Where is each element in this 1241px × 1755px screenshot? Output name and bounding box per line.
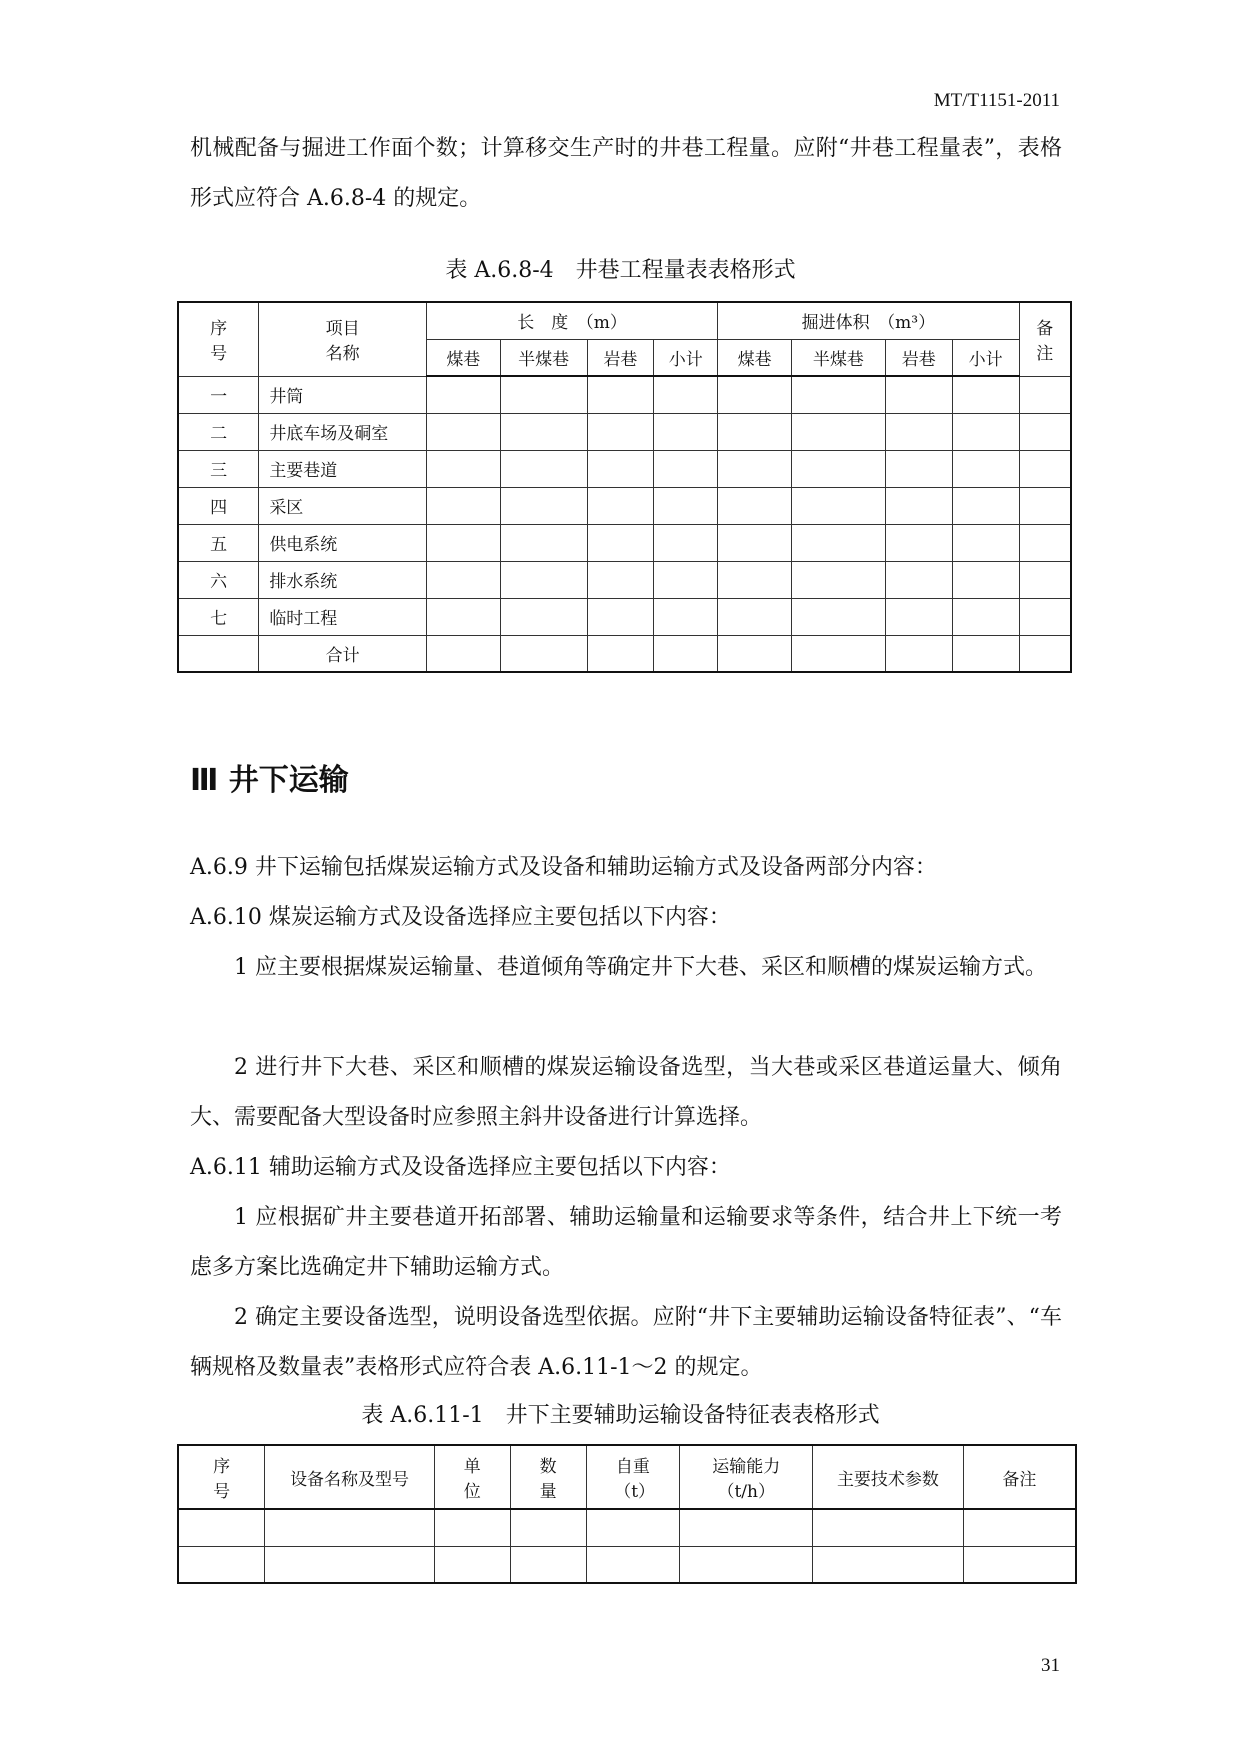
row-seq: 六 — [178, 561, 259, 598]
table-row — [178, 413, 1071, 450]
row-name: 排水系统 — [259, 561, 427, 598]
row-seq: 七 — [178, 598, 259, 635]
header-remark: 备注 — [1019, 302, 1071, 376]
row-name: 井底车场及硐室 — [259, 413, 427, 450]
paragraph: A.6.11 辅助运输方式及设备选择应主要包括以下内容： — [190, 1155, 731, 1180]
engineering-quantity-table — [177, 301, 1072, 673]
table2-caption: 表 A.6.11-1 井下主要辅助运输设备特征表表格形式 — [361, 1403, 880, 1428]
table-row — [178, 561, 1071, 598]
paragraph: 1 应主要根据煤炭运输量、巷道倾角等确定井下大巷、采区和顺槽的煤炭运输方式。 — [234, 955, 1047, 980]
header-length: 长 度 （m） — [426, 302, 717, 339]
subheader: 煤巷 — [718, 339, 792, 376]
header-weight: 自重（t） — [586, 1445, 680, 1509]
header-remark: 备注 — [963, 1445, 1076, 1509]
table-row — [178, 450, 1071, 487]
header-seq: 序号 — [178, 1445, 265, 1509]
standard-number: MT/T1151-2011 — [933, 90, 1060, 111]
header-tech-params: 主要技术参数 — [813, 1445, 964, 1509]
paragraph: 2 确定主要设备选型，说明设备选型依据。应附“井下主要辅助运输设备特征表”、“车辆规格及数量表”表格形式应符合表 A.6.11-1～2 的规定。 — [190, 1305, 1062, 1380]
subheader: 岩巷 — [885, 339, 952, 376]
row-name: 井筒 — [259, 376, 427, 413]
row-seq: 四 — [178, 487, 259, 524]
intro-paragraph: 机械配备与掘进工作面个数；计算移交生产时的井巷工程量。应附“井巷工程量表”，表格形式应符合 A.6.8-4 的规定。 — [190, 136, 1062, 211]
subheader: 岩巷 — [587, 339, 654, 376]
table1-caption: 表 A.6.8-4 井巷工程量表表格形式 — [445, 258, 796, 283]
total-row — [178, 635, 1071, 672]
page-number: 31 — [1041, 1655, 1060, 1676]
table-row — [178, 376, 1071, 413]
header-quantity: 数量 — [510, 1445, 586, 1509]
auxiliary-transport-equipment-table — [177, 1444, 1077, 1584]
header-seq: 序号 — [178, 302, 259, 376]
row-name: 临时工程 — [259, 598, 427, 635]
subheader: 半煤巷 — [500, 339, 587, 376]
header-unit: 单位 — [434, 1445, 510, 1509]
row-seq: 三 — [178, 450, 259, 487]
paragraph: A.6.9 井下运输包括煤炭运输方式及设备和辅助运输方式及设备两部分内容： — [190, 855, 937, 880]
subheader: 半煤巷 — [792, 339, 886, 376]
header-item: 项目名称 — [259, 302, 427, 376]
row-seq: 五 — [178, 524, 259, 561]
paragraph: 2 进行井下大巷、采区和顺槽的煤炭运输设备选型，当大巷或采区巷道运量大、倾角大、需要配备大型设备时应参照主斜井设备进行计算选择。 — [190, 1055, 1062, 1130]
subheader: 煤巷 — [426, 339, 500, 376]
row-seq: 一 — [178, 376, 259, 413]
row-name: 采区 — [259, 487, 427, 524]
section-heading: Ⅲ 井下运输 — [190, 763, 349, 798]
total-label: 合计 — [259, 635, 427, 672]
row-seq: 二 — [178, 413, 259, 450]
subheader: 小计 — [952, 339, 1019, 376]
subheader: 小计 — [654, 339, 718, 376]
table-row — [178, 524, 1071, 561]
header-equipment-name: 设备名称及型号 — [265, 1445, 435, 1509]
row-name: 主要巷道 — [259, 450, 427, 487]
table-row — [178, 1546, 1076, 1583]
paragraph: A.6.10 煤炭运输方式及设备选择应主要包括以下内容： — [190, 905, 731, 930]
row-name: 供电系统 — [259, 524, 427, 561]
header-capacity: 运输能力（t/h） — [680, 1445, 813, 1509]
table-row — [178, 1509, 1076, 1546]
table-row — [178, 598, 1071, 635]
paragraph: 1 应根据矿井主要巷道开拓部署、辅助运输量和运输要求等条件，结合井上下统一考虑多方案比选确定井下辅助运输方式。 — [190, 1205, 1062, 1280]
header-volume: 掘进体积 （m³） — [718, 302, 1019, 339]
table-row — [178, 487, 1071, 524]
